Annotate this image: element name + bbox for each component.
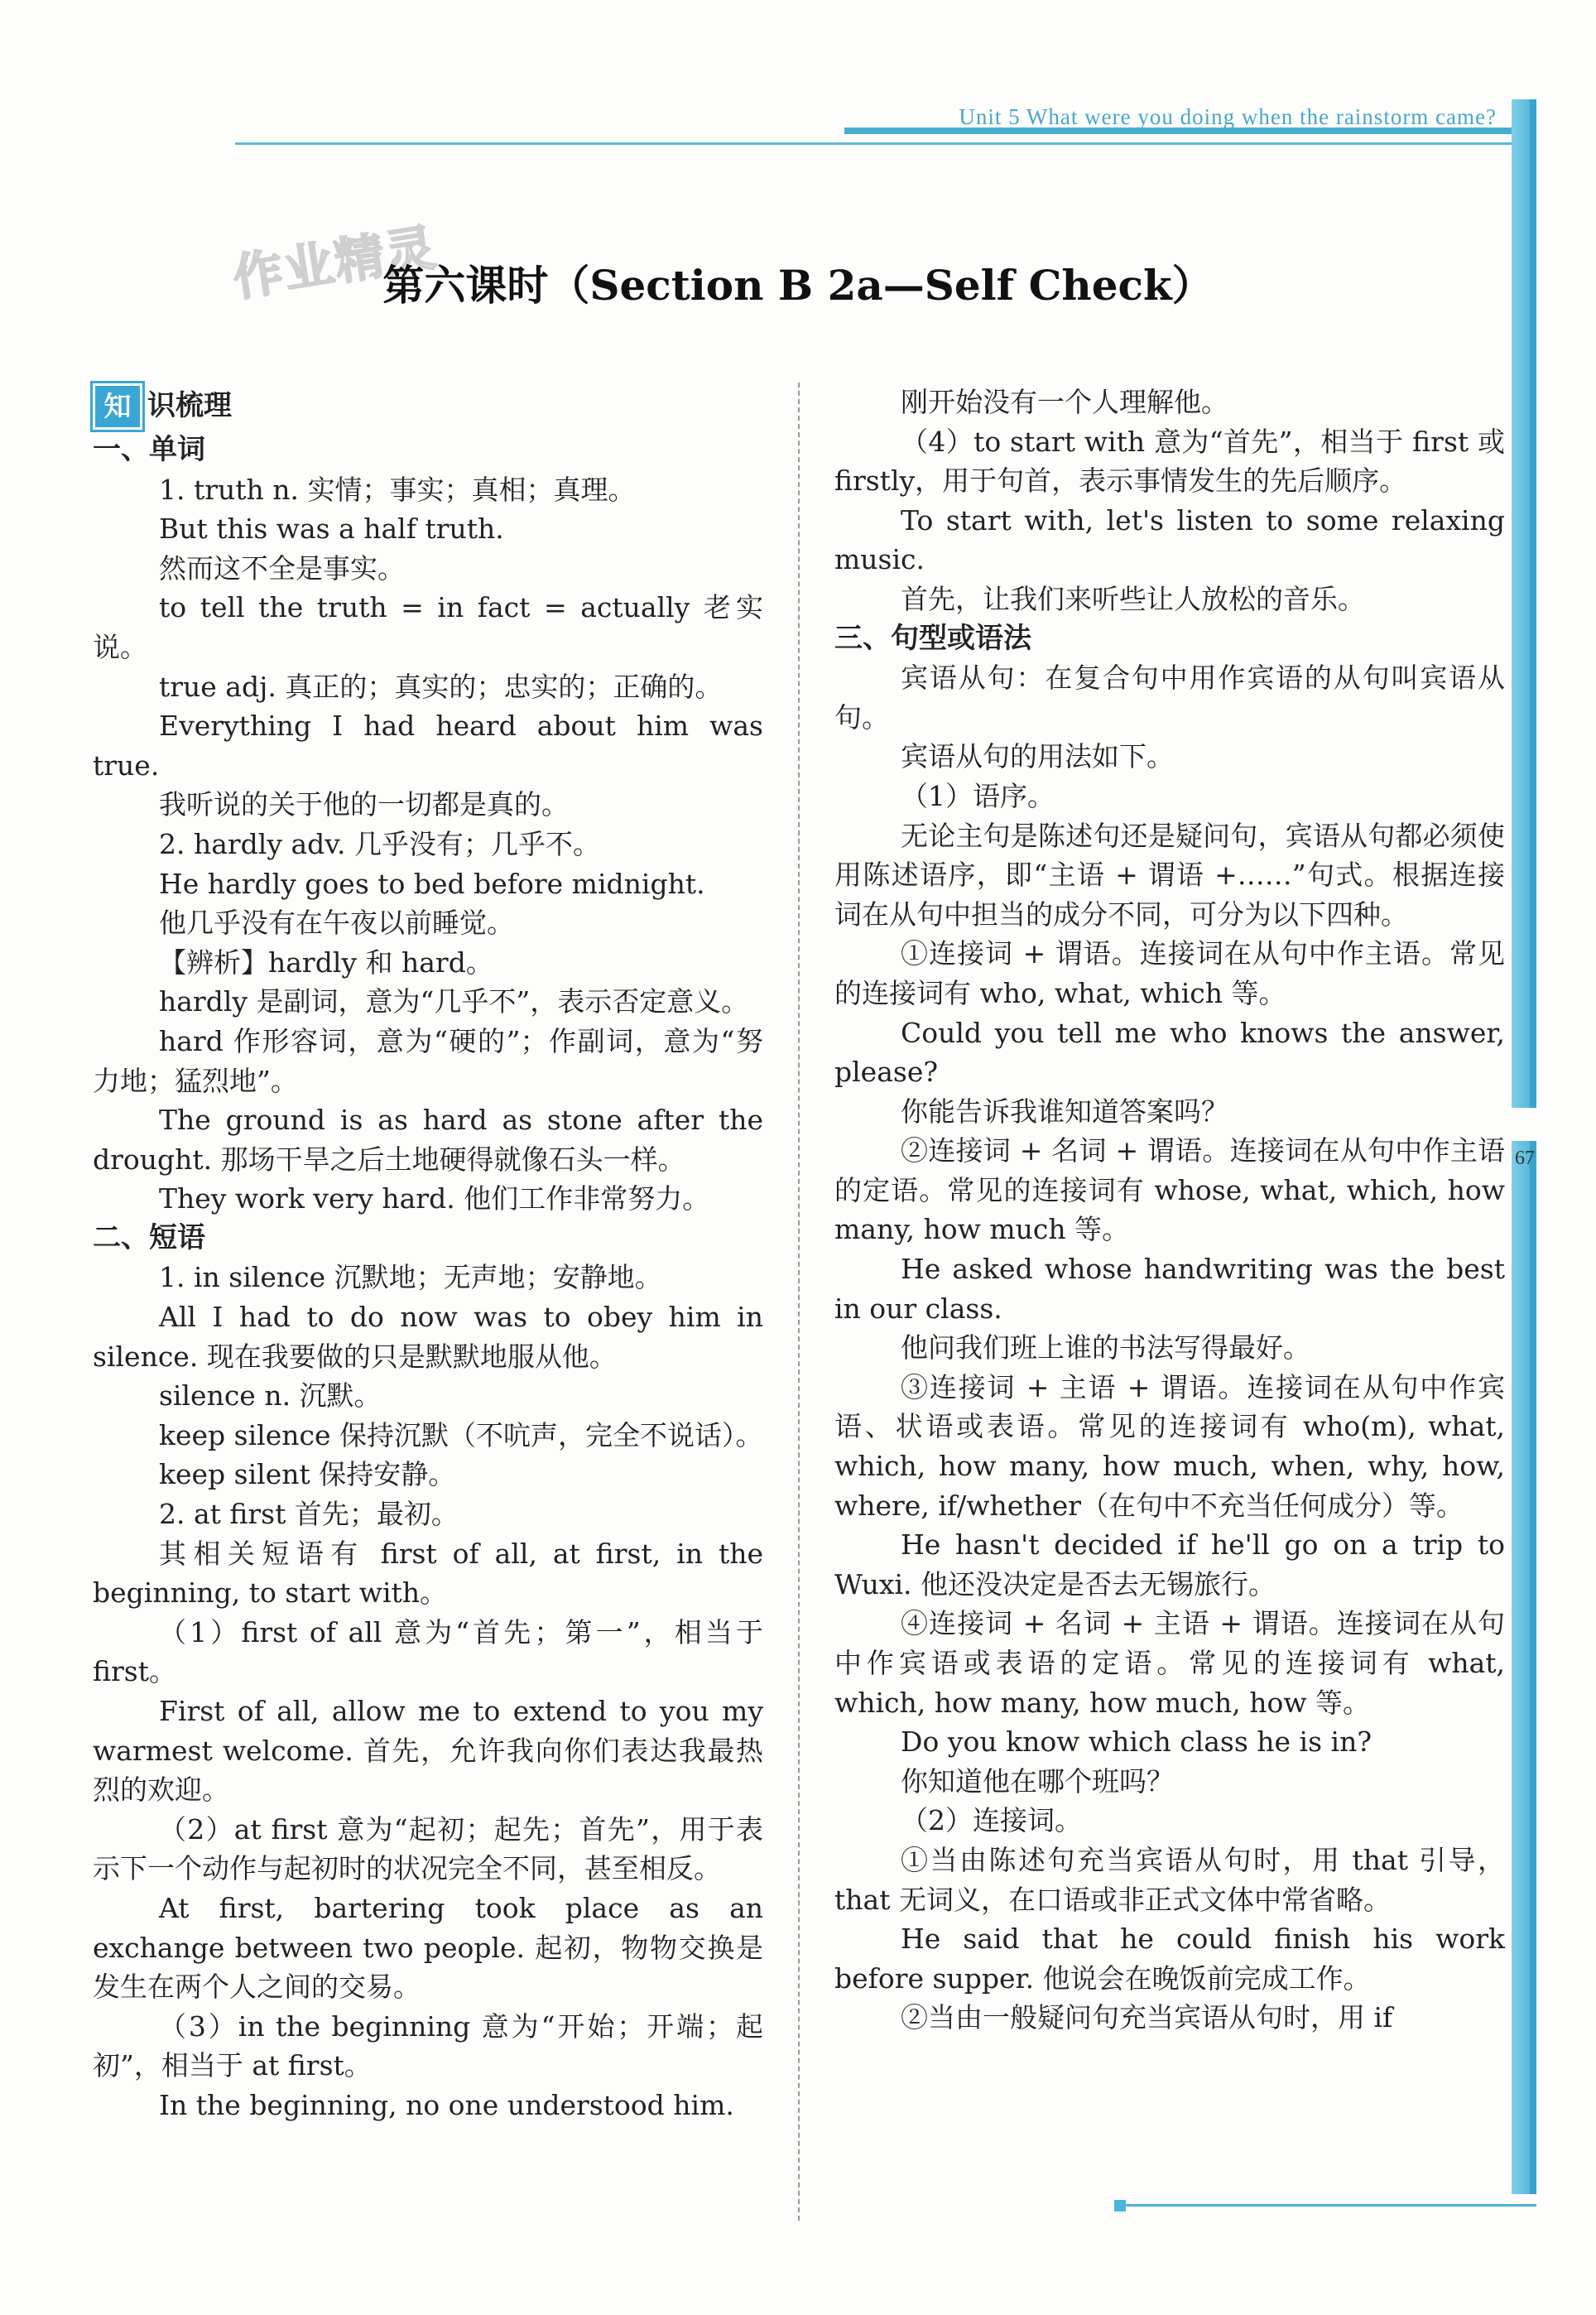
text-line: They work very hard. 他们工作非常努力。 <box>159 1182 710 1215</box>
page-title: 第六课时（Section B 2a—Self Check） <box>382 261 1214 310</box>
text-line: First of all, allow me to extend to you my warmest welcome. 首先，允许我向你们表达我最热烈的欢迎。 <box>93 1695 763 1807</box>
text-line: keep silence 保持沉默（不吭声，完全不说话）。 <box>159 1418 763 1451</box>
zhi-badge-icon: 知 <box>93 383 142 430</box>
section-heading: 一、单词 <box>93 433 205 466</box>
text-line: ③连接词 + 主语 + 谓语。连接词在从句中作宾语、状语或表语。常见的连接词有 who(m), what, which, how many, how much, when, why, how, where, if/whether（在句中不充当任何成分）等。 <box>834 1370 1505 1522</box>
text-line: ④连接词 + 名词 + 主语 + 谓语。连接词在从句中作宾语或表语的定语。常见的连接词有 what, which, how many, how much, how 等。 <box>834 1607 1505 1719</box>
text-line: ①当由陈述句充当宾语从句时，用 that 引导，that 无词义，在口语或非正式文体中常省略。 <box>834 1843 1505 1916</box>
text-line: The ground is as hard as stone after the drought. 那场干旱之后土地硬得就像石头一样。 <box>93 1104 763 1176</box>
text-line: 我听说的关于他的一切都是真的。 <box>159 788 569 821</box>
page-number: 67 <box>1515 1148 1535 1169</box>
text-line: （3）in the beginning 意为“开始；开端；起初”，相当于 at first。 <box>93 2009 763 2082</box>
text-line: silence n. 沉默。 <box>159 1379 382 1413</box>
text-line: （1）first of all 意为“首先；第一”，相当于 first。 <box>93 1615 763 1688</box>
text-line: ②连接词 + 名词 + 谓语。连接词在从句中作主语的定语。常见的连接词有 whose, what, which, how many, how much 等。 <box>834 1134 1505 1246</box>
text-line: 你能告诉我谁知道答案吗？ <box>901 1095 1228 1128</box>
text-line: hard 作形容词，意为“硬的”；作副词，意为“努力地；猛烈地”。 <box>93 1024 763 1097</box>
text-line: In the beginning, no one understood him. <box>159 2088 734 2121</box>
right-column <box>834 383 1505 2038</box>
section-heading: 二、短语 <box>93 1220 205 1254</box>
text-line: All I had to do now was to obey him in silence. 现在我要做的只是默默地服从他。 <box>93 1301 763 1373</box>
text-line: ①连接词 + 谓语。连接词在从句中作主语。常见的连接词有 who, what, which 等。 <box>834 937 1505 1009</box>
text-line: true adj. 真正的；真实的；忠实的；正确的。 <box>159 670 723 703</box>
left-column <box>93 383 763 2125</box>
text-line: to tell the truth = in fact = actually 老实说。 <box>93 591 763 663</box>
text-line: He said that he could finish his work before supper. 他说会在晚饭前完成工作。 <box>834 1923 1505 1995</box>
text-line: 1. in silence 沉默地；无声地；安静地。 <box>159 1261 662 1294</box>
text-line: He hardly goes to bed before midnight. <box>159 867 705 900</box>
text-line: 然而这不全是事实。 <box>159 551 405 585</box>
text-line: （2）at first 意为“起初；起先；首先”，用于表示下一个动作与起初时的状况完全不同，甚至相反。 <box>93 1812 763 1885</box>
text-line: keep silent 保持安静。 <box>159 1458 456 1491</box>
text-line: 宾语从句的用法如下。 <box>901 740 1174 773</box>
text-line: （4）to start with 意为“首先”，相当于 first 或 firstly，用于句首，表示事情发生的先后顺序。 <box>834 425 1505 498</box>
text-line: To start with, let's listen to some relaxing music. <box>834 503 1505 576</box>
section-heading-knowledge <box>93 383 763 431</box>
text-line: 首先，让我们来听些让人放松的音乐。 <box>901 582 1365 615</box>
text-line: ②当由一般疑问句充当宾语从句时，用 if <box>901 2001 1393 2034</box>
text-line: （2）连接词。 <box>901 1804 1082 1837</box>
text-line: 1. truth n. 实情；事实；真相；真理。 <box>159 473 636 506</box>
text-line: 你知道他在哪个班吗？ <box>901 1764 1174 1798</box>
text-line: 宾语从句：在复合句中用作宾语的从句叫宾语从句。 <box>834 662 1505 734</box>
text-line: 他几乎没有在午夜以前睡觉。 <box>159 907 514 940</box>
column-divider <box>798 383 800 2221</box>
text-line: Could you tell me who knows the answer, please? <box>834 1016 1505 1089</box>
text-line: He asked whose handwriting was the best in our class. <box>834 1253 1505 1325</box>
text-line: Do you know which class he is in? <box>901 1725 1372 1759</box>
text-line: Everything I had heard about him was true. <box>93 710 763 782</box>
text-line: hardly 是副词，意为“几乎不”，表示否定意义。 <box>159 985 749 1018</box>
text-line: 2. hardly adv. 几乎没有；几乎不。 <box>159 827 600 860</box>
header-rule-thin <box>235 142 1526 145</box>
text-line: 其相关短语有 first of all, at first, in the beginning, to start with。 <box>93 1537 763 1610</box>
text-line: But this was a half truth. <box>159 513 504 546</box>
side-bar-notch <box>1512 1108 1536 1141</box>
bottom-rule <box>1126 2204 1536 2207</box>
section-heading: 三、句型或语法 <box>834 621 1031 655</box>
text-line: 【辨析】hardly 和 hard。 <box>159 946 493 979</box>
running-header: Unit 5 What were you doing when the rainstorm came? <box>959 104 1497 129</box>
text-line: （1）语序。 <box>901 779 1055 812</box>
bottom-square-mark <box>1114 2200 1126 2212</box>
section-heading-label: 识梳理 <box>147 389 232 423</box>
watermark: 作业精灵 <box>228 218 441 308</box>
text-line: At first, bartering took place as an exchange between two people. 起初，物物交换是发生在两个人之间的交易。 <box>93 1891 763 2004</box>
text-line: 刚开始没有一个人理解他。 <box>901 386 1228 418</box>
text-line: He hasn't decided if he'll go on a trip to Wuxi. 他还没决定是否去无锡旅行。 <box>834 1528 1505 1600</box>
text-line: 2. at first 首先；最初。 <box>159 1498 459 1531</box>
side-color-bar-edge <box>1530 99 1536 2194</box>
text-line: 他问我们班上谁的书法写得最好。 <box>901 1331 1310 1364</box>
text-line: 无论主句是陈述句还是疑问句，宾语从句都必须使用陈述语序，即“主语 + 谓语 +……”句式。根据连接词在从句中担当的成分不同，可分为以下四种。 <box>834 819 1505 931</box>
